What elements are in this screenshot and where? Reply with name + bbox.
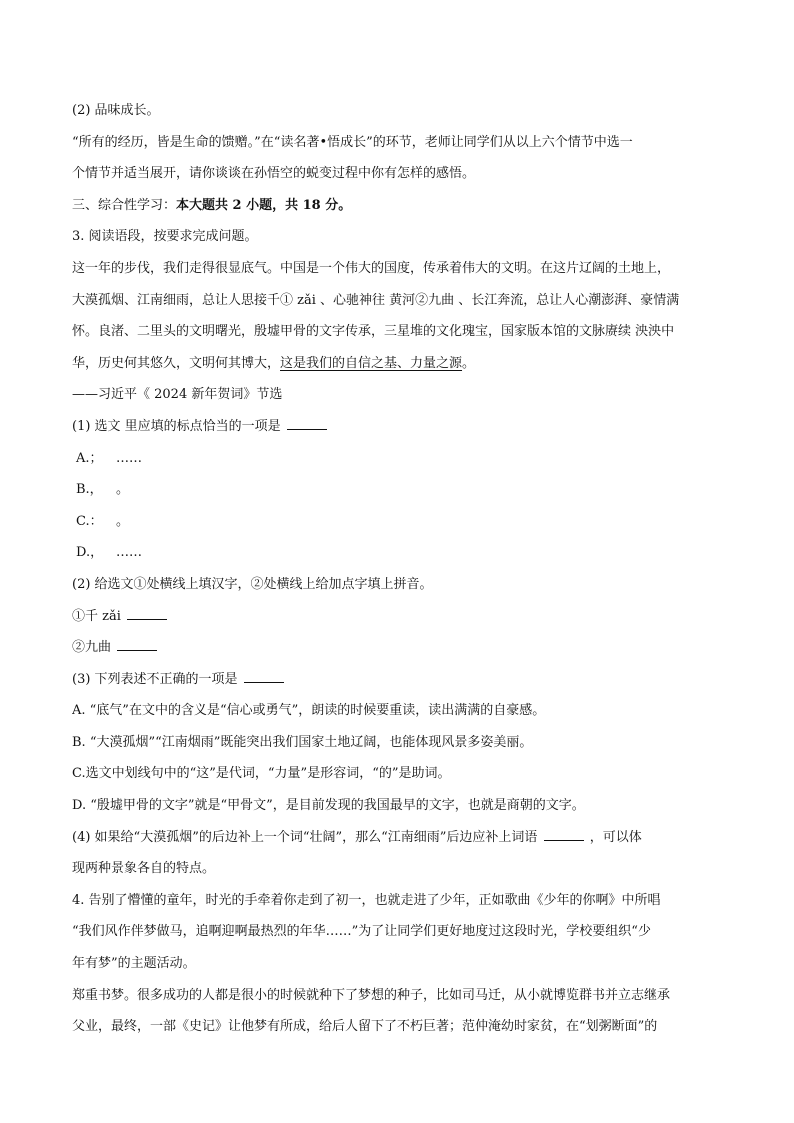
document-page — [72, 100, 722, 1048]
q3-sub1-title — [72, 416, 722, 437]
q4-line3: 年有梦”的主题活动。 — [72, 956, 196, 972]
passage-underlined-sentence: 这是我们的自信之基、力量之源 — [280, 355, 463, 371]
option-value: …… — [116, 450, 142, 466]
option-label: D.， — [76, 545, 104, 561]
sub4-text-a: (4) 如果给“大漠孤烟”的后边补上一个词“壮阔”，那么“江南细雨”后边应补上词语 — [72, 829, 538, 845]
sub3-option-a: A. “底气”在文中的含义是“信心或勇气”，朗读的时候要重读，读出满满的自豪感。 — [72, 703, 546, 719]
passage-last-plain: 华，历史何其悠久，文明何其博大， — [72, 355, 281, 371]
answer-blank[interactable] — [287, 416, 327, 430]
q3-sub2-title: (2) 给选文①处横线上填汉字，②处横线上给加点字填上拼音。 — [72, 576, 433, 592]
sub3-question: (3) 下列表述不正确的一项是 — [72, 671, 238, 687]
option-value: …… — [116, 545, 142, 561]
sub1-option-a — [72, 448, 722, 469]
q4-line4: 郑重书梦。很多成功的人都是很小的时候就种下了梦想的种子，比如司马迁，从小就博览群书并立志继承 — [72, 987, 671, 1003]
answer-blank[interactable] — [117, 637, 157, 651]
sub2-item2 — [72, 637, 722, 658]
q4-line1: 4. 告别了懵懂的童年，时光的手牵着你走到了初一，也就走进了少年，正如歌曲《少年的你啊》中所唱 — [72, 892, 661, 908]
q3-source: ——习近平《 2024 新年贺词》节选 — [72, 387, 283, 403]
q3-passage-line3: 怀。良渚、二里头的文明曙光，殷墟甲骨的文字传承，三星堆的文化瑰宝，国家版本馆的文脉赓续 泱泱中 — [72, 324, 675, 340]
answer-blank[interactable] — [127, 606, 167, 620]
sub3-option-c: C.选文中划线句中的“这”是代词，“力量”是形容词，“的”是助词。 — [72, 766, 451, 782]
q2-2-line1: “所有的经历，皆是生命的馈赠。”在“读名著•悟成长”的环节，老师让同学们从以上六个情节中选一 — [72, 134, 633, 150]
option-value: 。 — [116, 482, 130, 498]
section3-heading — [72, 195, 722, 216]
q3-passage-line2: 大漠孤烟、江南细雨，总让人思接千① zǎi 、心驰神往 黄河②九曲 、长江奔流，总让人心潮澎湃、豪情满 — [72, 292, 680, 308]
sub4-text-b: ，可以体 — [589, 829, 642, 845]
q3-title: 3. 阅读语段，按要求完成问题。 — [72, 229, 258, 245]
section3-prefix: 三、综合性学习： — [72, 197, 177, 213]
sub1-option-b — [72, 479, 722, 500]
answer-blank[interactable] — [244, 669, 284, 683]
sub2-item1-text: ①千 zǎi — [72, 608, 121, 624]
q2-2-line2: 个情节并适当展开，请你谈谈在孙悟空的蜕变过程中你有怎样的感悟。 — [72, 166, 476, 182]
q3-passage-line1: 这一年的步伐，我们走得很显底气。中国是一个伟大的国度，传承着伟大的文明。在这片辽阔的土地上， — [72, 260, 671, 276]
q3-passage-line4 — [72, 353, 722, 374]
sub1-option-d — [72, 542, 722, 563]
q3-sub4-line2: 现两种景象各自的特点。 — [72, 861, 216, 877]
section3-info: 本大题共 2 小题，共 18 分。 — [176, 197, 352, 213]
sub2-item2-text: ②九曲 — [72, 640, 112, 656]
answer-blank[interactable] — [544, 827, 584, 841]
option-label: C.： — [76, 513, 103, 529]
option-label: A.； — [76, 450, 103, 466]
q3-sub3-title — [72, 669, 722, 690]
q4-line5: 父业，最终，一部《史记》让他梦有所成，给后人留下了不朽巨著；范仲淹幼时家贫，在“划粥断面”的 — [72, 1019, 658, 1035]
passage-last-end: 。 — [462, 355, 476, 371]
sub1-question: (1) 选文 里应填的标点恰当的一项是 — [72, 418, 281, 434]
q2-2-title: (2) 品味成长。 — [72, 103, 160, 118]
sub1-option-c — [72, 511, 722, 532]
sub3-option-d: D. “殷墟甲骨的文字”就是“甲骨文”，是目前发现的我国最早的文字，也就是商朝的文字。 — [72, 798, 585, 814]
sub3-option-b: B. “大漠孤烟”“江南烟雨”既能突出我们国家土地辽阔，也能体现风景多姿美丽。 — [72, 734, 533, 750]
option-label: B.， — [76, 482, 103, 498]
sub2-item1 — [72, 606, 722, 627]
option-value: 。 — [116, 513, 130, 529]
q3-sub4-line1 — [72, 827, 722, 848]
q4-line2: “我们风作伴梦做马，追啊迎啊最热烈的年华……”为了让同学们更好地度过这段时光，学校要组织“少 — [72, 924, 651, 940]
